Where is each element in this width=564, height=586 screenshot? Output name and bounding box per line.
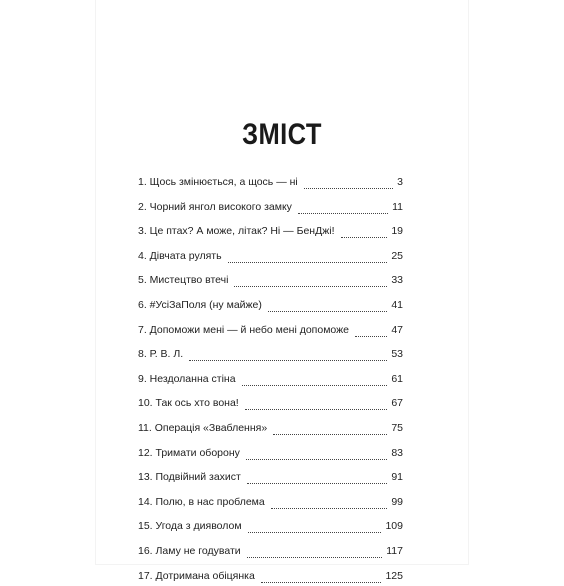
toc-entry: [96, 291, 468, 316]
toc-entry: [96, 266, 468, 291]
toc-entry: [96, 389, 468, 414]
toc-entry: [96, 217, 468, 242]
toc-entry-page: 11: [392, 201, 403, 213]
toc-entry-leader: [242, 373, 387, 386]
toc-entry-leader: [228, 250, 387, 263]
toc-entry-page: 117: [386, 545, 403, 557]
toc-entry: [96, 562, 468, 586]
toc-entry-label: 14. Полю, в нас проблема: [138, 496, 265, 508]
toc-entry-page: 25: [391, 250, 403, 262]
page-title: ЗМІСТ: [124, 118, 440, 152]
toc-entry: [96, 463, 468, 488]
toc-entry-page: 125: [385, 570, 403, 582]
toc-entry-leader: [355, 324, 387, 337]
toc-entry-label: 1. Щось змінюється, а щось — ні: [138, 176, 298, 188]
toc-entry-leader: [261, 570, 381, 583]
toc-entry-page: 53: [391, 348, 403, 360]
toc-entry: [96, 488, 468, 513]
toc-entry: [96, 168, 468, 193]
toc-entry: [96, 316, 468, 341]
toc-entry: [96, 439, 468, 464]
toc-entry: [96, 340, 468, 365]
toc-entry-leader: [304, 176, 393, 189]
toc-entry-page: 33: [391, 274, 403, 286]
toc-entry-leader: [268, 299, 387, 312]
toc-entry-page: 109: [385, 520, 403, 532]
toc-entry-leader: [247, 471, 387, 484]
toc-entry-page: 75: [391, 422, 403, 434]
toc-entry: [96, 365, 468, 390]
toc-entry-page: 91: [391, 471, 403, 483]
toc-entry-label: 13. Подвійний захист: [138, 471, 241, 483]
toc-entry-page: 41: [391, 299, 403, 311]
toc-entry-label: 6. #УсіЗаПоля (ну майже): [138, 299, 262, 311]
toc-entry-label: 4. Дівчата рулять: [138, 250, 222, 262]
document-sheet: [96, 0, 468, 564]
toc-entry-leader: [271, 496, 387, 509]
toc-entry-page: 47: [391, 324, 403, 336]
toc-entry-label: 8. Р. В. Л.: [138, 348, 183, 360]
toc-entry-label: 11. Операція «Зваблення»: [138, 422, 267, 434]
toc-entry-leader: [248, 520, 381, 533]
toc-entry-label: 2. Чорний янгол високого замку: [138, 201, 292, 213]
toc-entry-label: 9. Нездоланна стіна: [138, 373, 236, 385]
toc-entry-page: 83: [391, 447, 403, 459]
toc-entry-page: 99: [391, 496, 403, 508]
toc-entry-page: 61: [391, 373, 403, 385]
toc-entry-page: 3: [397, 176, 403, 188]
toc-entry-leader: [189, 348, 387, 361]
toc-entry-label: 10. Так ось хто вона!: [138, 397, 239, 409]
toc-entry-label: 7. Допоможи мені — й небо мені допоможе: [138, 324, 349, 336]
toc-entry-leader: [298, 201, 388, 214]
toc-entry-page: 19: [391, 225, 403, 237]
toc-entry-leader: [247, 545, 382, 558]
toc-entry-label: 12. Тримати оборону: [138, 447, 240, 459]
toc-entry-page: 67: [391, 397, 403, 409]
toc-entry-label: 3. Це птах? А може, літак? Ні — БенДжі!: [138, 225, 335, 237]
toc-entry-label: 16. Ламу не годувати: [138, 545, 241, 557]
toc-entry-label: 5. Мистецтво втечі: [138, 274, 228, 286]
toc-entry: [96, 193, 468, 218]
toc-entry-leader: [234, 274, 387, 287]
toc-entry: [96, 537, 468, 562]
toc-entry-leader: [246, 447, 387, 460]
table-of-contents: [96, 168, 468, 586]
toc-entry-leader: [273, 422, 387, 435]
toc-entry: [96, 512, 468, 537]
toc-entry-label: 17. Дотримана обіцянка: [138, 570, 255, 582]
toc-entry-leader: [341, 225, 387, 238]
toc-entry: [96, 242, 468, 267]
toc-entry-leader: [245, 397, 387, 410]
toc-entry: [96, 414, 468, 439]
toc-entry-label: 15. Угода з дияволом: [138, 520, 242, 532]
